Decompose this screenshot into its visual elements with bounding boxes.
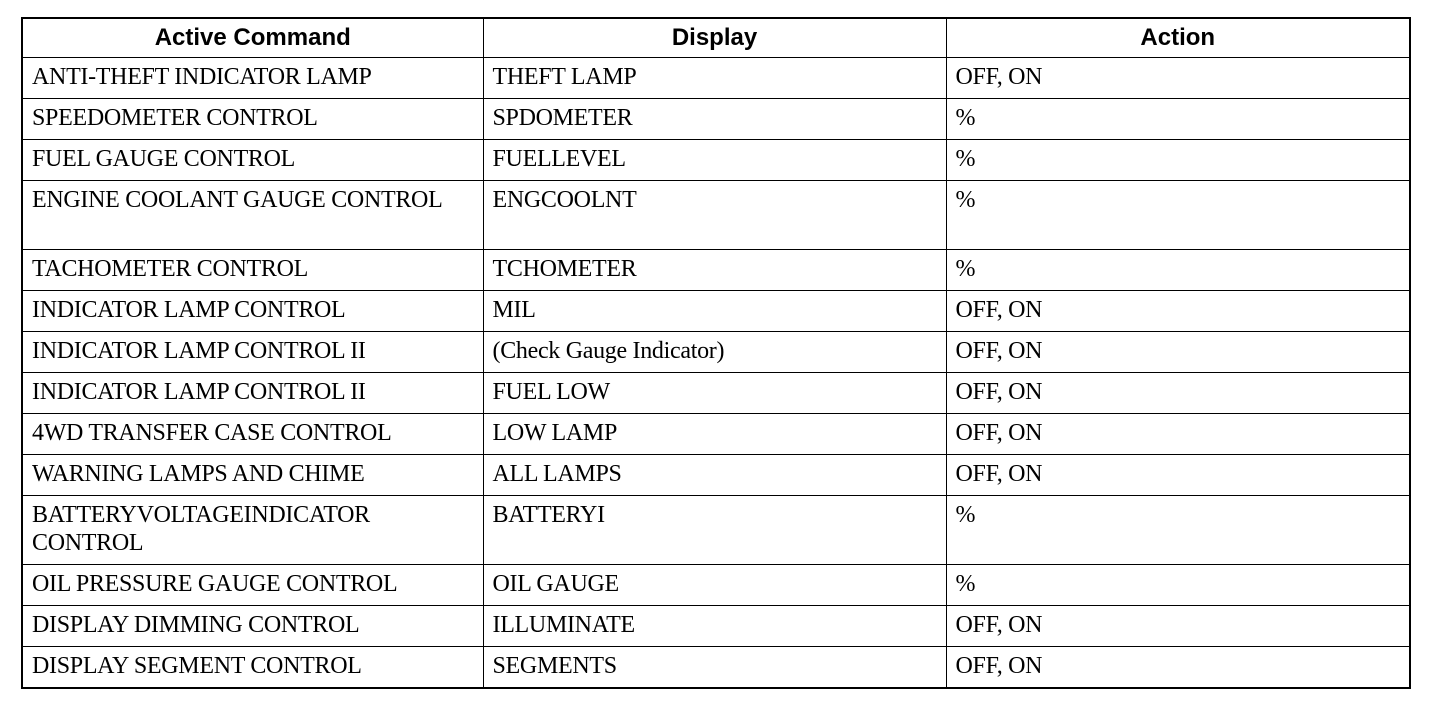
display-cell: ALL LAMPS: [483, 455, 946, 496]
table-row: [22, 99, 1410, 140]
table-row: [22, 455, 1410, 496]
display-cell: BATTERYI: [483, 496, 946, 565]
active-command-table: [21, 17, 1411, 689]
header-action: Action: [946, 18, 1410, 58]
header-display: Display: [483, 18, 946, 58]
command-cell: ENGINE COOLANT GAUGE CONTROL: [22, 181, 483, 250]
action-cell: OFF, ON: [946, 647, 1410, 689]
action-cell: OFF, ON: [946, 606, 1410, 647]
display-cell: FUELLEVEL: [483, 140, 946, 181]
action-cell: %: [946, 99, 1410, 140]
action-cell: %: [946, 250, 1410, 291]
display-cell: THEFT LAMP: [483, 58, 946, 99]
command-cell: INDICATOR LAMP CONTROL: [22, 291, 483, 332]
table-row: [22, 414, 1410, 455]
display-cell: ILLUMINATE: [483, 606, 946, 647]
table-row: [22, 647, 1410, 689]
action-cell: OFF, ON: [946, 291, 1410, 332]
action-cell: OFF, ON: [946, 455, 1410, 496]
command-cell: WARNING LAMPS AND CHIME: [22, 455, 483, 496]
table-row: [22, 140, 1410, 181]
table-row: [22, 181, 1410, 250]
table-row: [22, 496, 1410, 565]
action-cell: OFF, ON: [946, 373, 1410, 414]
command-cell: BATTERYVOLTAGEINDICATOR CONTROL: [22, 496, 483, 565]
display-cell: FUEL LOW: [483, 373, 946, 414]
header-active-command: Active Command: [22, 18, 483, 58]
table-row: [22, 291, 1410, 332]
table-row: [22, 332, 1410, 373]
display-cell: LOW LAMP: [483, 414, 946, 455]
display-cell: MIL: [483, 291, 946, 332]
table-row: [22, 606, 1410, 647]
table-row: [22, 373, 1410, 414]
action-cell: OFF, ON: [946, 58, 1410, 99]
display-cell: SEGMENTS: [483, 647, 946, 689]
display-cell: ENGCOOLNT: [483, 181, 946, 250]
command-cell: ANTI-THEFT INDICATOR LAMP: [22, 58, 483, 99]
table-row: [22, 250, 1410, 291]
command-cell: SPEEDOMETER CONTROL: [22, 99, 483, 140]
display-cell: SPDOMETER: [483, 99, 946, 140]
header-row: [22, 18, 1410, 58]
command-cell: TACHOMETER CONTROL: [22, 250, 483, 291]
table-row: [22, 58, 1410, 99]
command-cell: INDICATOR LAMP CONTROL II: [22, 373, 483, 414]
command-cell: OIL PRESSURE GAUGE CONTROL: [22, 565, 483, 606]
action-cell: OFF, ON: [946, 332, 1410, 373]
display-cell: TCHOMETER: [483, 250, 946, 291]
action-cell: %: [946, 565, 1410, 606]
action-cell: %: [946, 181, 1410, 250]
command-cell: DISPLAY DIMMING CONTROL: [22, 606, 483, 647]
action-cell: %: [946, 140, 1410, 181]
command-cell: FUEL GAUGE CONTROL: [22, 140, 483, 181]
command-cell: INDICATOR LAMP CONTROL II: [22, 332, 483, 373]
display-cell: OIL GAUGE: [483, 565, 946, 606]
action-cell: %: [946, 496, 1410, 565]
command-cell: DISPLAY SEGMENT CONTROL: [22, 647, 483, 689]
action-cell: OFF, ON: [946, 414, 1410, 455]
command-cell: 4WD TRANSFER CASE CONTROL: [22, 414, 483, 455]
display-cell: (Check Gauge Indicator): [483, 332, 946, 373]
table-row: [22, 565, 1410, 606]
